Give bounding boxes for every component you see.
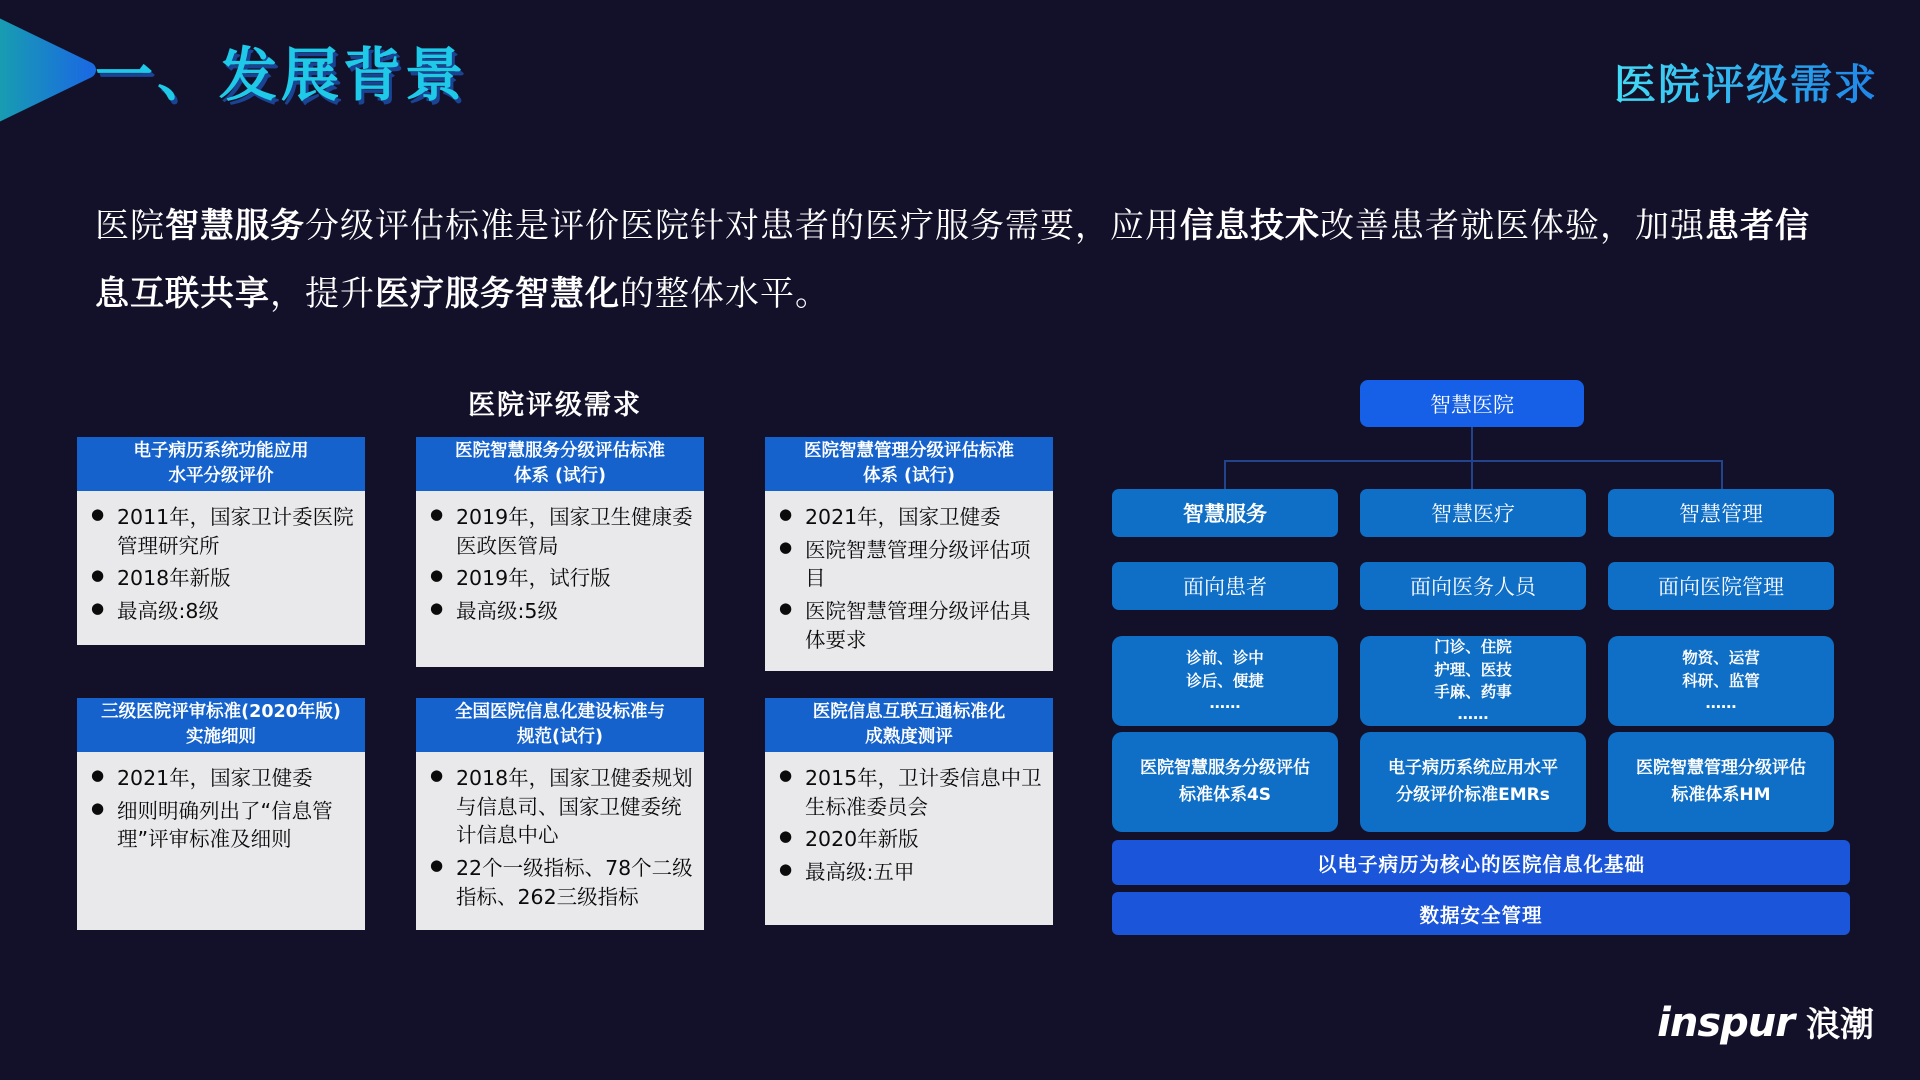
intro-paragraph xyxy=(95,192,1843,328)
org-node-line: 诊后、便捷 xyxy=(1186,671,1264,690)
org-node-line: 电子病历系统应用水平 xyxy=(1388,757,1558,778)
card-bullet: ● 2011年，国家卫计委医院管理研究所 xyxy=(87,503,357,560)
org-node-line: 医院智慧管理分级评估 xyxy=(1636,757,1806,778)
org-bar-emr-foundation: 以电子病历为核心的医院信息化基础 xyxy=(1112,840,1850,885)
org-node-line: 物资、运营 xyxy=(1682,649,1760,668)
intro-seg: 改善患者就医体验，加强 xyxy=(1320,206,1705,246)
intro-seg: 医院 xyxy=(95,206,165,246)
org-node-standard-hm xyxy=(1608,732,1834,832)
org-node-line: 诊前、诊中 xyxy=(1186,649,1264,668)
org-node-line: …… xyxy=(1705,694,1737,713)
card-title-line: 电子病历系统功能应用 xyxy=(133,440,309,461)
intro-seg-bold: 信息技术 xyxy=(1180,206,1320,246)
cards-section-title: 医院评级需求 xyxy=(468,390,642,421)
connector-line xyxy=(1721,460,1723,489)
org-node-standard-4s xyxy=(1112,732,1338,832)
connector-line xyxy=(1471,427,1473,460)
org-node-patient-scenes xyxy=(1112,636,1338,726)
card-bullet: ● 2018年，国家卫健委规划与信息司、国家卫健委统计信息中心 xyxy=(426,764,696,850)
org-node-smart-service: 智慧服务 xyxy=(1112,489,1338,537)
card-bullet: ● 最高级:5级 xyxy=(426,597,696,626)
card-body xyxy=(765,752,1053,925)
org-node-root: 智慧医院 xyxy=(1360,380,1584,427)
standard-card-emr-function xyxy=(77,437,365,645)
card-bullet: ● 2018年新版 xyxy=(87,564,357,593)
intro-seg-bold: 患者信息互联共享 xyxy=(95,206,1810,314)
inspur-logo-wordmark: inspur xyxy=(1657,1000,1794,1046)
card-bullet: ● 医院智慧管理分级评估项目 xyxy=(775,536,1045,593)
org-node-smart-management: 智慧管理 xyxy=(1608,489,1834,537)
card-title-line: 水平分级评价 xyxy=(168,466,274,486)
intro-seg: 分级评估标准是评价医院针对患者的医疗服务需要，应用 xyxy=(305,206,1180,246)
card-title-line: 实施细则 xyxy=(186,727,256,747)
card-title-line: 全国医院信息化建设标准与 xyxy=(455,701,665,722)
org-node-line: 手麻、药事 xyxy=(1434,683,1512,701)
card-title xyxy=(77,437,365,491)
intro-seg-bold: 医疗服务智慧化 xyxy=(375,274,620,314)
org-node-line: 医院智慧服务分级评估 xyxy=(1140,757,1310,778)
card-title-line: 医院信息互联互通标准化 xyxy=(812,701,1006,722)
card-bullet: ● 医院智慧管理分级评估具体要求 xyxy=(775,597,1045,654)
org-node-for-admin: 面向医院管理 xyxy=(1608,562,1834,610)
org-node-line: 标准体系HM xyxy=(1671,785,1771,805)
card-title-line: 规范(试行) xyxy=(517,727,603,747)
card-title xyxy=(77,698,365,752)
card-title-line: 三级医院评审标准(2020年版) xyxy=(101,701,341,722)
org-node-admin-scenes xyxy=(1608,636,1834,726)
connector-line xyxy=(1224,460,1722,462)
card-title-line: 体系 (试行) xyxy=(513,466,607,486)
org-node-line: 科研、监管 xyxy=(1682,671,1760,690)
card-bullet: ● 最高级:五甲 xyxy=(775,858,1045,887)
card-body xyxy=(416,752,704,930)
card-bullet: ● 2015年，卫计委信息中卫生标准委员会 xyxy=(775,764,1045,821)
card-title-line: 成熟度测评 xyxy=(865,727,953,747)
card-bullet: ● 2020年新版 xyxy=(775,825,1045,854)
inspur-logo-chinese: 浪潮 xyxy=(1806,1005,1874,1045)
intro-seg: 的整体水平。 xyxy=(620,274,830,314)
standard-card-smart-management xyxy=(765,437,1053,671)
corner-topic-label: 医院评级需求 xyxy=(1614,52,1878,112)
card-title-line: 医院智慧服务分级评估标准 xyxy=(455,440,665,461)
org-node-standard-emrs xyxy=(1360,732,1586,832)
standard-card-informatization xyxy=(416,698,704,930)
card-bullet: ● 细则明确列出了“信息管理”评审标准及细则 xyxy=(87,797,357,854)
card-title xyxy=(765,437,1053,491)
card-bullet: ● 2019年，国家卫生健康委医政医管局 xyxy=(426,503,696,560)
standard-card-tier3-review xyxy=(77,698,365,930)
card-title xyxy=(765,698,1053,752)
org-node-line: …… xyxy=(1209,694,1241,713)
standard-card-smart-service xyxy=(416,437,704,667)
intro-seg: ，提升 xyxy=(270,274,375,314)
org-node-line: 分级评价标准EMRs xyxy=(1396,785,1550,805)
org-node-staff-scenes xyxy=(1360,636,1586,726)
card-body xyxy=(77,752,365,930)
org-node-for-staff: 面向医务人员 xyxy=(1360,562,1586,610)
standard-card-interoperability xyxy=(765,698,1053,925)
org-node-line: 护理、医技 xyxy=(1434,660,1512,679)
card-bullet: ● 2019年，试行版 xyxy=(426,564,696,593)
card-bullet: ● 22个一级指标、78个二级指标、262三级指标 xyxy=(426,854,696,911)
card-bullet: ● 最高级:8级 xyxy=(87,597,357,626)
connector-line xyxy=(1471,460,1473,489)
org-node-line: 标准体系4S xyxy=(1178,785,1272,805)
page-title: 一、发展背景 xyxy=(95,41,468,109)
card-title-line: 医院智慧管理分级评估标准 xyxy=(804,440,1014,461)
org-node-line: …… xyxy=(1457,705,1489,724)
card-title xyxy=(416,698,704,752)
org-node-for-patients: 面向患者 xyxy=(1112,562,1338,610)
card-bullet: ● 2021年，国家卫健委 xyxy=(87,764,357,793)
card-title xyxy=(416,437,704,491)
org-node-line: 门诊、住院 xyxy=(1434,638,1512,657)
inspur-logo xyxy=(1657,997,1874,1046)
card-bullet: ● 2021年，国家卫健委 xyxy=(775,503,1045,532)
card-title-line: 体系 (试行) xyxy=(862,466,956,486)
org-node-smart-medical: 智慧医疗 xyxy=(1360,489,1586,537)
connector-line xyxy=(1224,460,1226,489)
card-body xyxy=(416,491,704,667)
intro-seg-bold: 智慧服务 xyxy=(165,206,305,246)
card-body xyxy=(77,491,365,645)
card-body xyxy=(765,491,1053,671)
org-bar-data-security: 数据安全管理 xyxy=(1112,892,1850,935)
smart-hospital-orgchart xyxy=(1112,380,1850,940)
